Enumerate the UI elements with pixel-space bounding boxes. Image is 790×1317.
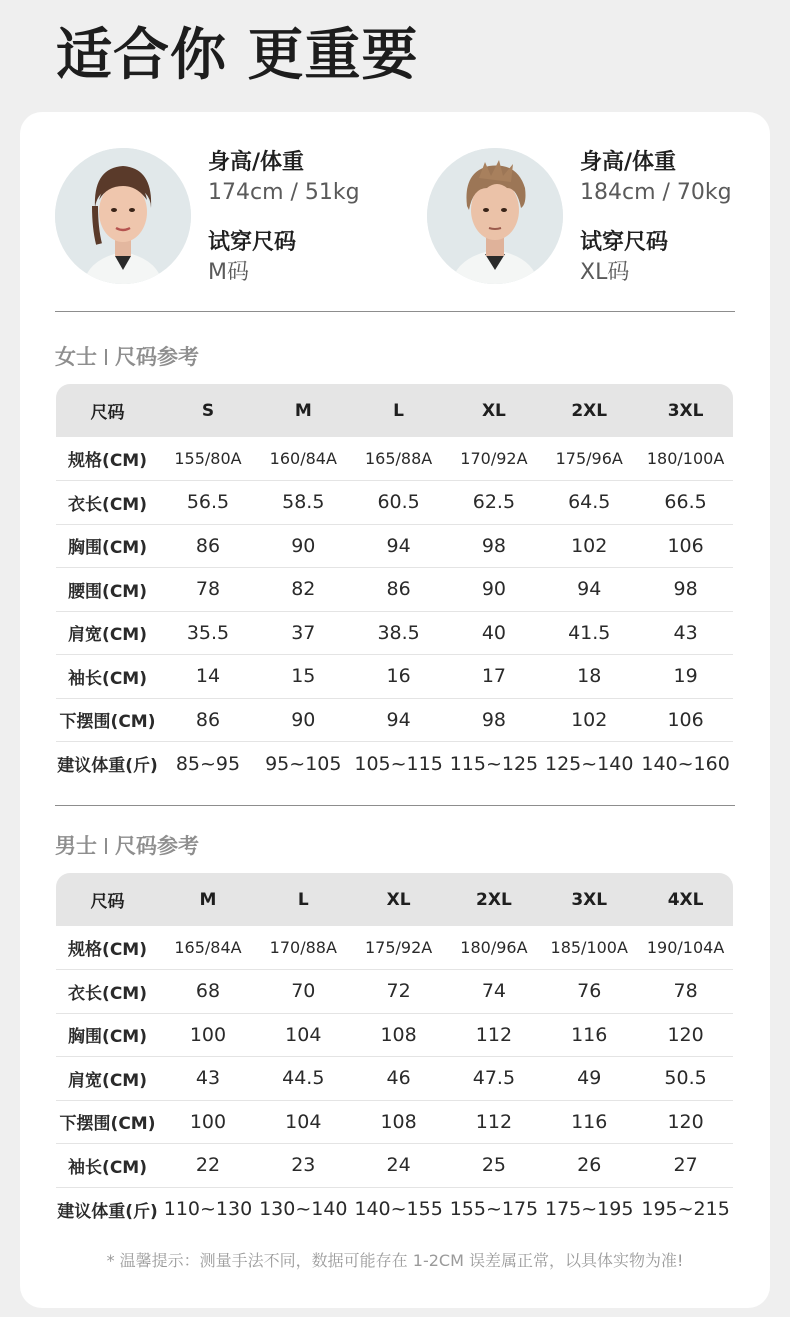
- divider: [55, 805, 735, 806]
- table-cell: 27: [638, 1144, 733, 1188]
- table-cell: 106: [638, 524, 733, 568]
- table-cell: 185/100A: [540, 926, 638, 970]
- table-cell: 160/84A: [257, 437, 350, 481]
- table-cell: 35.5: [159, 611, 257, 655]
- table-cell: 170/88A: [257, 926, 350, 970]
- table-cell: 58.5: [257, 481, 350, 525]
- table-cell: 155/80A: [159, 437, 257, 481]
- title-separator: [105, 838, 107, 854]
- table-cell: 104: [257, 1013, 350, 1057]
- table-cell: 98: [448, 524, 541, 568]
- row-label: 胸围(CM): [56, 1013, 159, 1057]
- table-cell: 86: [159, 524, 257, 568]
- table-cell: 90: [257, 698, 350, 742]
- table-cell: 86: [350, 568, 448, 612]
- table-row: [56, 970, 733, 1014]
- men-section-title-a: 男士: [55, 834, 97, 858]
- table-cell: 195~215: [641, 1198, 730, 1220]
- table-cell: 16: [350, 655, 448, 699]
- table-row: [56, 742, 733, 786]
- fitting-size-value: XL码: [580, 260, 630, 285]
- row-label: 腰围(CM): [56, 568, 159, 612]
- table-row: [56, 568, 733, 612]
- table-cell: 115~125: [449, 752, 539, 775]
- table-cell: 74: [448, 970, 541, 1014]
- table-cell: 140~160: [641, 752, 730, 775]
- table-cell: 14: [159, 655, 257, 699]
- table-cell: 116: [540, 1013, 638, 1057]
- row-label: 袖长(CM): [56, 1144, 159, 1188]
- fitting-size-value: M码: [208, 260, 249, 285]
- table-cell: 62.5: [448, 481, 541, 525]
- table-cell: 68: [159, 970, 257, 1014]
- row-label: 肩宽(CM): [56, 611, 159, 655]
- table-cell: 46: [350, 1057, 448, 1101]
- table-cell: 49: [540, 1057, 638, 1101]
- table-cell: 37: [257, 611, 350, 655]
- table-row: [56, 611, 733, 655]
- height-weight-value: 184cm / 70kg: [580, 180, 732, 205]
- table-cell: 24: [350, 1144, 448, 1188]
- women-section-title-b: 尺码参考: [115, 345, 199, 369]
- table-cell: 100: [159, 1100, 257, 1144]
- row-label: 胸围(CM): [56, 524, 159, 568]
- row-label: 衣长(CM): [56, 481, 159, 525]
- size-header-cell: 2XL: [448, 873, 541, 926]
- table-cell: 112: [448, 1013, 541, 1057]
- table-row: [56, 655, 733, 699]
- table-cell: 17: [448, 655, 541, 699]
- table-cell: 130~140: [259, 1198, 348, 1220]
- table-cell: 82: [257, 568, 350, 612]
- size-header-cell: XL: [350, 873, 448, 926]
- row-label: 袖长(CM): [56, 655, 159, 699]
- fitting-size-label: 试穿尺码: [208, 230, 297, 255]
- row-label: 建议体重(斤): [57, 756, 158, 776]
- divider: [55, 311, 735, 312]
- table-cell: 100: [159, 1013, 257, 1057]
- table-row: [56, 1013, 733, 1057]
- table-cell: 155~175: [449, 1198, 539, 1220]
- table-cell: 50.5: [638, 1057, 733, 1101]
- table-row: [56, 1187, 733, 1231]
- table-cell: 85~95: [175, 752, 241, 775]
- table-cell: 170/92A: [448, 437, 541, 481]
- table-cell: 94: [350, 524, 448, 568]
- table-cell: 102: [540, 524, 638, 568]
- women-size-table: [56, 384, 733, 785]
- table-cell: 180/96A: [448, 926, 541, 970]
- female-model-avatar: [55, 148, 191, 284]
- table-cell: 108: [350, 1013, 448, 1057]
- table-cell: 165/88A: [350, 437, 448, 481]
- table-cell: 47.5: [448, 1057, 541, 1101]
- row-label: 下摆围(CM): [56, 1100, 159, 1144]
- table-cell: 108: [350, 1100, 448, 1144]
- table-cell: 56.5: [159, 481, 257, 525]
- fitting-size-label: 试穿尺码: [580, 230, 669, 255]
- table-cell: 175/92A: [350, 926, 448, 970]
- size-header-cell: 2XL: [540, 384, 638, 437]
- table-cell: 15: [257, 655, 350, 699]
- men-section-title-b: 尺码参考: [115, 834, 199, 858]
- table-cell: 60.5: [350, 481, 448, 525]
- table-cell: 105~115: [354, 752, 443, 775]
- title-separator: [105, 349, 107, 365]
- table-cell: 120: [638, 1100, 733, 1144]
- table-row: [56, 1057, 733, 1101]
- table-cell: 26: [540, 1144, 638, 1188]
- table-cell: 165/84A: [159, 926, 257, 970]
- page-headline: 适合你 更重要: [56, 23, 419, 88]
- table-cell: 43: [638, 611, 733, 655]
- height-weight-label: 身高/体重: [208, 150, 305, 175]
- table-cell: 38.5: [350, 611, 448, 655]
- table-cell: 110~130: [163, 1198, 253, 1220]
- table-cell: 90: [257, 524, 350, 568]
- table-cell: 95~105: [265, 752, 342, 775]
- size-guide-card: [20, 112, 770, 1308]
- table-cell: 102: [540, 698, 638, 742]
- size-column-header: 尺码: [56, 384, 159, 437]
- table-row: [56, 1100, 733, 1144]
- male-model-avatar: [427, 148, 563, 284]
- women-section-title-a: 女士: [55, 345, 97, 369]
- table-cell: 76: [540, 970, 638, 1014]
- size-header-cell: M: [159, 873, 257, 926]
- row-label: 规格(CM): [56, 437, 159, 481]
- table-cell: 98: [448, 698, 541, 742]
- table-row: [56, 524, 733, 568]
- women-section-title: [55, 342, 199, 372]
- table-cell: 18: [540, 655, 638, 699]
- female-model-info: [208, 148, 408, 288]
- table-cell: 40: [448, 611, 541, 655]
- size-header-cell: 3XL: [540, 873, 638, 926]
- men-section-title: [55, 831, 199, 861]
- table-cell: 19: [638, 655, 733, 699]
- size-header-cell: 3XL: [638, 384, 733, 437]
- table-cell: 86: [159, 698, 257, 742]
- table-cell: 70: [257, 970, 350, 1014]
- table-cell: 104: [257, 1100, 350, 1144]
- height-weight-value: 174cm / 51kg: [208, 180, 360, 205]
- size-header-cell: XL: [448, 384, 541, 437]
- table-header-row: [56, 873, 733, 926]
- table-cell: 180/100A: [638, 437, 733, 481]
- table-cell: 78: [638, 970, 733, 1014]
- table-row: [56, 481, 733, 525]
- row-label: 规格(CM): [56, 926, 159, 970]
- table-cell: 43: [159, 1057, 257, 1101]
- table-cell: 72: [350, 970, 448, 1014]
- table-cell: 66.5: [638, 481, 733, 525]
- table-cell: 106: [638, 698, 733, 742]
- table-cell: 64.5: [540, 481, 638, 525]
- table-row: [56, 1144, 733, 1188]
- table-cell: 22: [159, 1144, 257, 1188]
- table-cell: 98: [638, 568, 733, 612]
- table-header-row: [56, 384, 733, 437]
- table-row: [56, 698, 733, 742]
- men-size-table: [56, 873, 733, 1231]
- table-cell: 90: [448, 568, 541, 612]
- size-header-cell: S: [159, 384, 257, 437]
- size-column-header: 尺码: [56, 873, 159, 926]
- size-header-cell: L: [257, 873, 350, 926]
- table-cell: 44.5: [257, 1057, 350, 1101]
- table-row: [56, 926, 733, 970]
- measurement-note: * 温馨提示：测量手法不同，数据可能存在 1-2CM 误差属正常，以具体实物为准!: [106, 1251, 684, 1270]
- table-cell: 190/104A: [638, 926, 733, 970]
- table-cell: 41.5: [540, 611, 638, 655]
- row-label: 肩宽(CM): [56, 1057, 159, 1101]
- table-cell: 23: [257, 1144, 350, 1188]
- table-cell: 175~195: [545, 1198, 634, 1220]
- row-label: 下摆围(CM): [56, 698, 159, 742]
- table-cell: 112: [448, 1100, 541, 1144]
- table-cell: 125~140: [545, 752, 634, 775]
- male-model-info: [580, 148, 780, 288]
- size-header-cell: 4XL: [638, 873, 733, 926]
- table-cell: 120: [638, 1013, 733, 1057]
- size-header-cell: M: [257, 384, 350, 437]
- size-header-cell: L: [350, 384, 448, 437]
- row-label: 衣长(CM): [56, 970, 159, 1014]
- table-cell: 78: [159, 568, 257, 612]
- table-cell: 94: [350, 698, 448, 742]
- table-cell: 116: [540, 1100, 638, 1144]
- table-cell: 175/96A: [540, 437, 638, 481]
- table-cell: 25: [448, 1144, 541, 1188]
- table-row: [56, 437, 733, 481]
- table-cell: 94: [540, 568, 638, 612]
- height-weight-label: 身高/体重: [580, 150, 677, 175]
- row-label: 建议体重(斤): [57, 1201, 158, 1222]
- table-cell: 140~155: [354, 1198, 443, 1220]
